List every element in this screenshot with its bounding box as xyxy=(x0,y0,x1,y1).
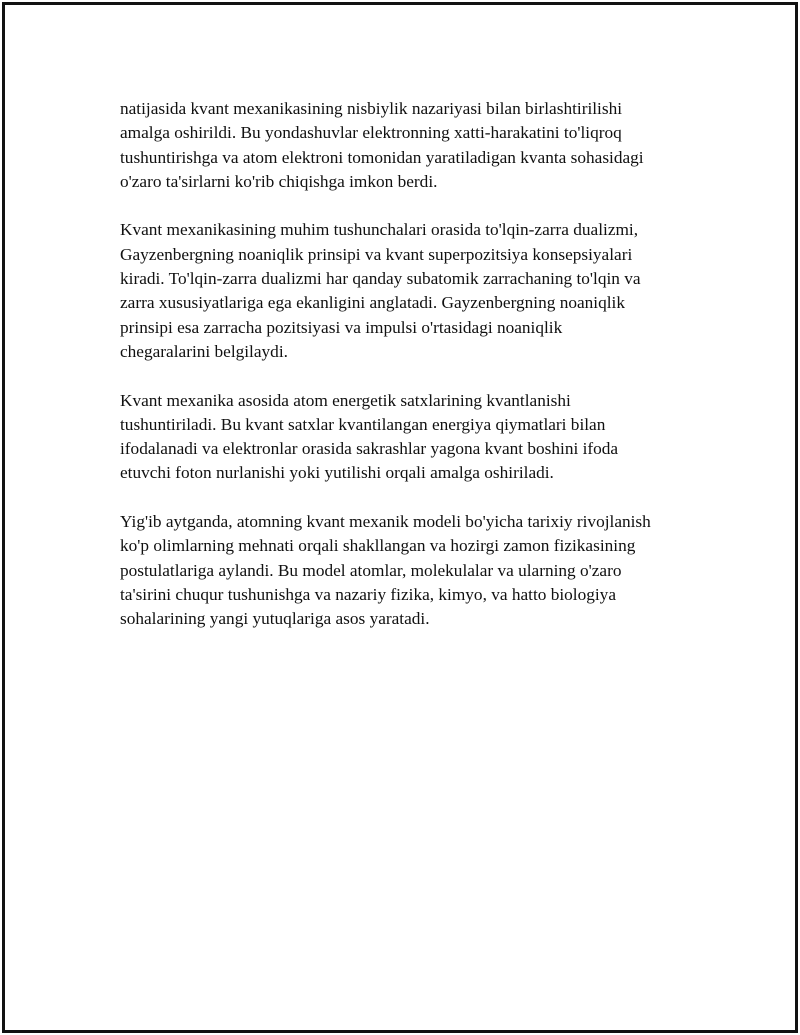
document-body xyxy=(120,97,700,656)
paragraph-2: Kvant mexanikasining muhim tushunchalari orasida to'lqin-zarra dualizmi, Gayzenbergning noaniqlik prinsipi va kvant superpozitsiya konsepsiyalari kiradi. To'lqin-zarra dualizmi har qanday subatomik zarrachaning to'lqin va zarra xususiyatlariga ega ekanligini anglatadi. Gayzenbergning noaniqlik prinsipi esa zarracha pozitsiyasi va impulsi o'rtasidagi noaniqlik chegaralarini belgilaydi. xyxy=(120,220,641,361)
paragraph-1: natijasida kvant mexanikasining nisbiylik nazariyasi bilan birlashtirilishi amalga oshirildi. Bu yondashuvlar elektronning xatti-harakatini to'liqroq tushuntirishga va atom elektroni tomonidan yaratiladigan kvanta sohasidagi o'zaro ta'sirlarni ko'rib chiqishga imkon berdi. xyxy=(120,99,644,191)
paragraph-4: Yig'ib aytganda, atomning kvant mexanik modeli bo'yicha tarixiy rivojlanish ko'p olimlarning mehnati orqali shakllangan va hozirgi zamon fizikasining postulatlariga aylandi. Bu model atomlar, molekulalar va ularning o'zaro ta'sirini chuqur tushunishga va nazariy fizika, kimyo, va hatto biologiya sohalarining yangi yutuqlariga asos yaratadi. xyxy=(120,512,651,629)
page-frame xyxy=(2,2,798,1033)
paragraph-3: Kvant mexanika asosida atom energetik satxlarining kvantlanishi tushuntiriladi. Bu kvant satxlar kvantilangan energiya qiymatlari bilan ifodalanadi va elektronlar orasida sakrashlar yagona kvant boshini ifoda etuvchi foton nurlanishi yoki yutilishi orqali amalga oshiriladi. xyxy=(120,390,619,483)
